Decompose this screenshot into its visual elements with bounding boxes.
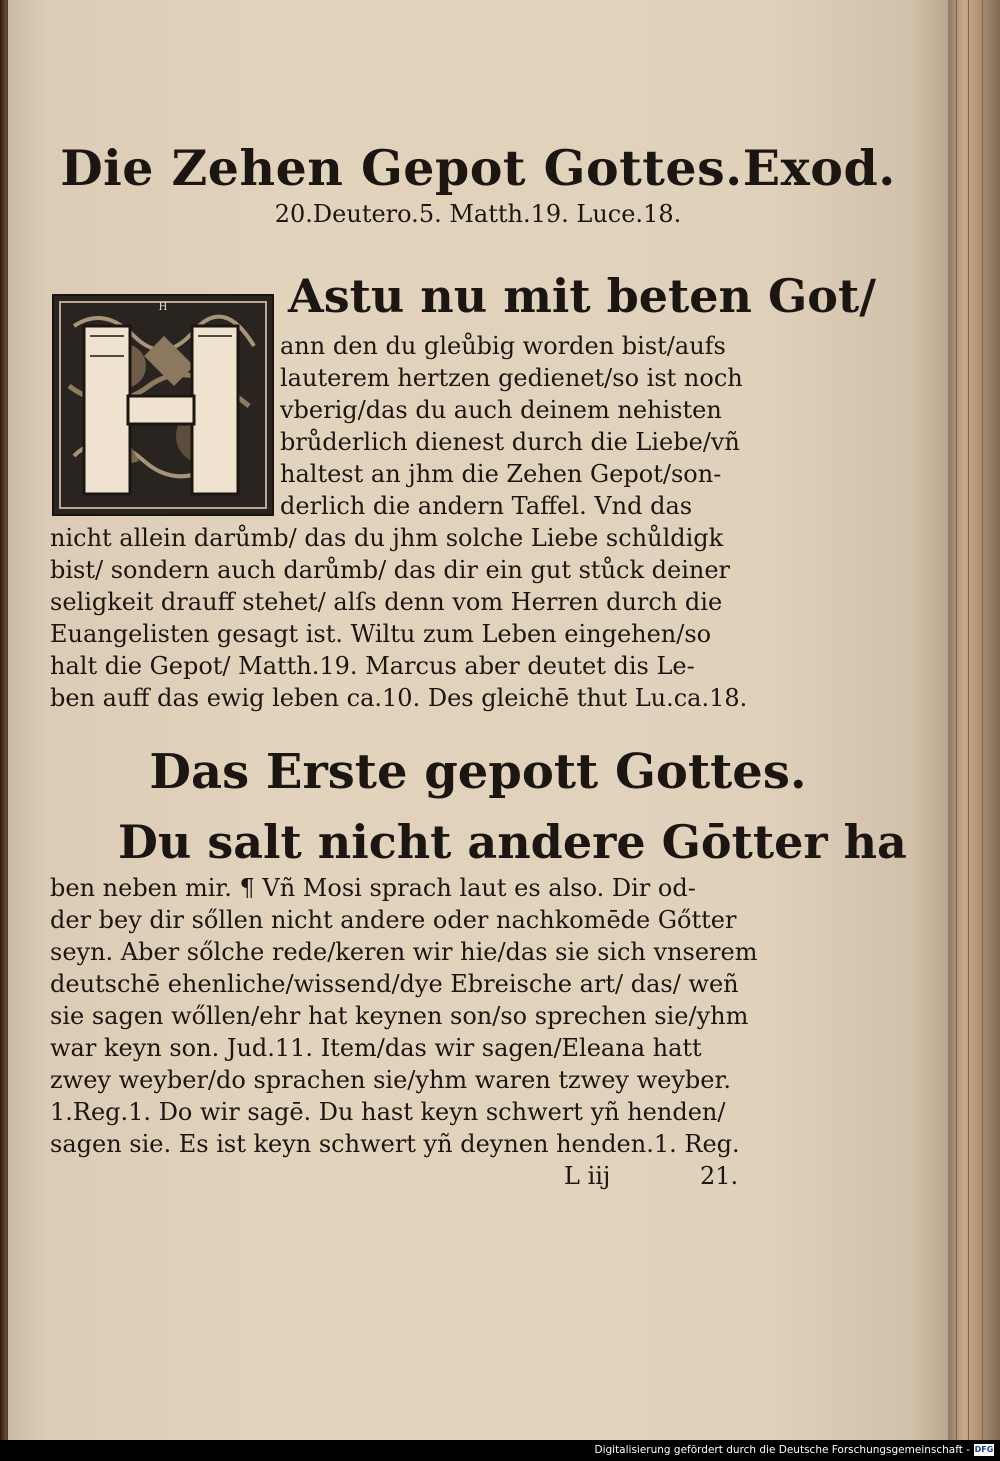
- paragraph-line: bist/ sondern auch darůmb/ das dir ein gut stůck deiner: [50, 556, 731, 584]
- paragraph-line: Euangelisten gesagt ist. Wiltu zum Leben eingehen/so: [50, 620, 712, 648]
- opening-line: Astu nu mit beten Got/: [288, 269, 877, 323]
- paragraph-line: halt die Gepot/ Matth.19. Marcus aber deutet dis Le-: [50, 652, 695, 680]
- paragraph-line: vberig/das du auch deinem nehisten: [280, 396, 722, 424]
- page-title: Die Zehen Gepot Gottes.Exod.: [60, 139, 896, 197]
- dfg-logo: DFG: [974, 1445, 994, 1454]
- commentary-line: deutschē ehenliche/wissend/dye Ebreische art/ das/ weñ: [50, 970, 739, 998]
- paragraph-line: brůderlich dienest durch die Liebe/vñ: [280, 428, 740, 456]
- paragraph-line: ben auff das ewig leben ca.10. Des gleichē thut Lu.ca.18.: [50, 684, 748, 712]
- decorated-initial-letter: [52, 294, 274, 516]
- paragraph-line: lauterem hertzen gedienet/so ist noch: [280, 364, 743, 392]
- commentary-line: 1.Reg.1. Do wir sagē. Du hast keyn schwert yñ henden/: [50, 1098, 726, 1126]
- book-page: [8, 0, 948, 1440]
- commentary-line: sie sagen wőllen/ehr hat keynen son/so sprechen sie/yhm: [50, 1002, 749, 1030]
- commentary-line: war keyn son. Jud.11. Item/das wir sagen/Eleana hatt: [50, 1034, 702, 1062]
- commentary-line: der bey dir sőllen nicht andere oder nachkomēde Gőtter: [50, 906, 737, 934]
- commentary-line: sagen sie. Es ist keyn schwert yñ deynen henden.1. Reg.: [50, 1130, 740, 1158]
- catchword: 21.: [700, 1162, 739, 1190]
- footer-bar: [0, 1440, 1000, 1461]
- paragraph-line: seligkeit drauff stehet/ alſs denn vom Herren durch die: [50, 588, 723, 616]
- scripture-references: 20.Deutero.5. Matth.19. Luce.18.: [274, 200, 682, 228]
- commentary-line: ben neben mir. ¶ Vñ Mosi sprach laut es also. Dir od-: [50, 874, 696, 902]
- paragraph-line: ann den du gleůbig worden bist/aufs: [280, 332, 726, 360]
- signature-mark: L iij: [564, 1162, 611, 1190]
- funding-credit: Digitalisierung gefördert durch die Deutsche Forschungsgemeinschaft -: [594, 1444, 970, 1456]
- commentary-line: zwey weyber/do sprachen sie/yhm waren tzwey weyber.: [50, 1066, 731, 1094]
- commentary-line: seyn. Aber sőlche rede/keren wir hie/das sie sich vnserem: [50, 938, 758, 966]
- page-edge-stack: [948, 0, 1000, 1440]
- section-heading: Das Erste gepott Gottes.: [149, 744, 807, 800]
- woodcut-initial-image: [54, 296, 272, 514]
- paragraph-line: derlich die andern Taffel. Vnd das: [280, 492, 693, 520]
- paragraph-line: nicht allein darůmb/ das du jhm solche Liebe schůldigk: [50, 524, 724, 552]
- paragraph-line: haltest an jhm die Zehen Gepot/son-: [280, 460, 722, 488]
- commandment-line: Du salt nicht andere Gōtter ha: [118, 815, 907, 869]
- initial-letter-glyph: H: [158, 302, 168, 313]
